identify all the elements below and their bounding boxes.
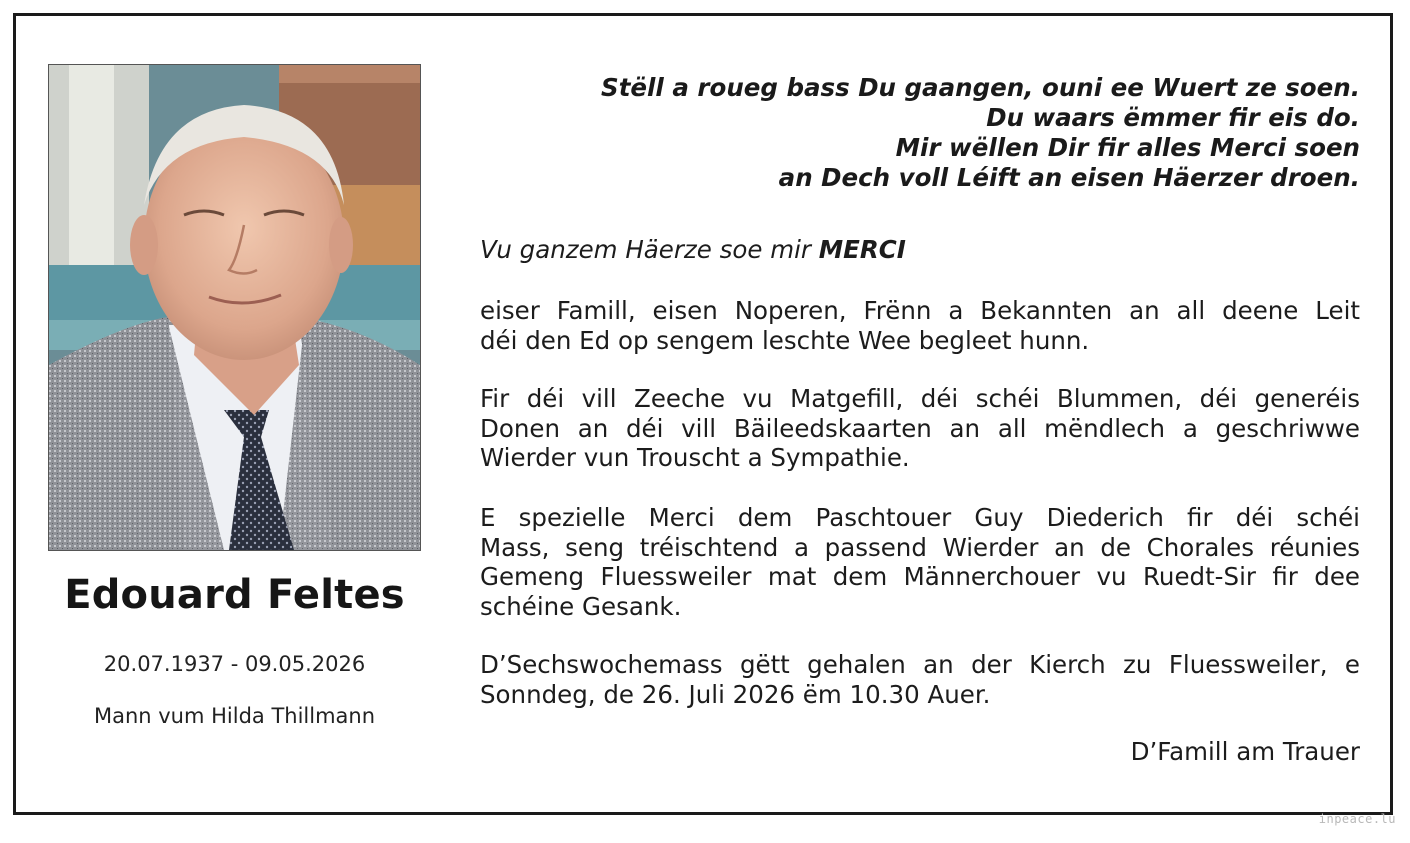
- paragraph-special-thanks: [480, 503, 1360, 621]
- paragraph-line: eiser Famill, eisen Noperen, Frënn a Bekannten an all deene Leit: [480, 296, 1360, 325]
- life-dates: 20.07.1937 - 09.05.2026: [103, 652, 366, 676]
- poem-line: Mir wëllen Dir fir alles Merci soen: [895, 133, 1360, 162]
- paragraph-line: D’Sechswochemass gëtt gehalen an der Kierch zu Fluessweiler, e: [480, 650, 1360, 679]
- paragraph-line: Sonndeg, de 26. Juli 2026 ëm 10.30 Auer.: [480, 679, 991, 709]
- paragraph-line: Fir déi vill Zeeche vu Matgefill, déi schéi Blummen, déi generéis: [480, 384, 1360, 413]
- paragraph-line: Wierder vun Trouscht a Sympathie.: [480, 443, 910, 472]
- family-signature: D’Famill am Trauer: [1130, 737, 1360, 766]
- poem-block: [600, 73, 1360, 193]
- thanks-emphasis: MERCI: [818, 235, 906, 264]
- portrait-image: [49, 65, 420, 550]
- paragraph-family-thanks: [480, 296, 1360, 355]
- paragraph-line: déi den Ed op sengem leschte Wee begleet hunn.: [480, 325, 1090, 355]
- paragraph-line: E spezielle Merci dem Paschtouer Guy Diederich fir déi schéi: [480, 503, 1360, 532]
- poem-line: an Dech voll Léift an eisen Häerzer droen.: [778, 163, 1360, 192]
- site-watermark: inpeace.lu: [1318, 812, 1396, 826]
- deceased-name: Edouard Feltes: [64, 572, 405, 618]
- portrait-photo: [48, 64, 421, 551]
- paragraph-memorial-mass: [480, 650, 1360, 709]
- paragraph-line: Donen an déi vill Bäileedskaarten an all mëndlech a geschriwwe: [480, 413, 1360, 443]
- poem-line: Stëll a roueg bass Du gaangen, ouni ee Wuert ze soen.: [601, 73, 1360, 102]
- thanks-intro: Vu ganzem Häerze soe mir: [480, 235, 819, 264]
- poem-line: Du waars ëmmer fir eis do.: [986, 103, 1360, 132]
- paragraph-line: Mass, seng tréischtend a passend Wierder an de Chorales réunies: [480, 532, 1360, 562]
- spouse-line: Mann vum Hilda Thillmann: [93, 704, 376, 728]
- paragraph-line: schéine Gesank.: [480, 591, 682, 621]
- thanks-heading: [480, 235, 1360, 265]
- paragraph-sympathy-thanks: [480, 384, 1360, 473]
- paragraph-line: Gemeng Fluessweiler mat dem Männerchouer vu Ruedt-Sir fir dee: [480, 562, 1360, 591]
